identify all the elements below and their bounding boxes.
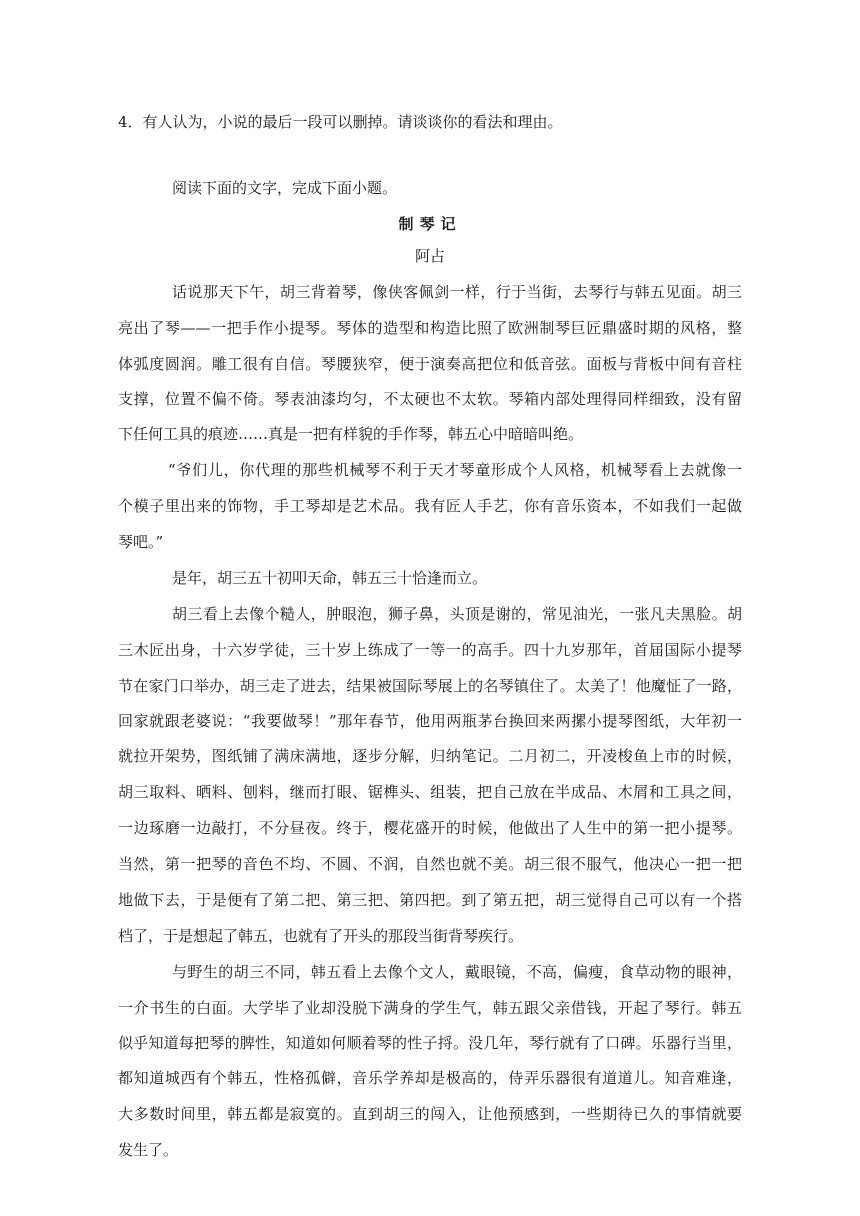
paragraph-1-line: 话说那天下午，胡三背着琴，像侠客佩剑一样，行于当街，去琴行与韩五见面。胡三 bbox=[172, 283, 742, 301]
paragraph-4-line: 就拉开架势，图纸铺了满床满地，逐步分解，归纳笔记。二月初二，开凌梭鱼上市的时候， bbox=[118, 747, 742, 765]
paragraph-5-line: 似乎知道每把琴的脾性，知道如何顺着琴的性子捋。没几年，琴行就有了口碑。乐器行当里， bbox=[118, 1034, 742, 1052]
paragraph-4-line: 地做下去，于是便有了第二把、第三把、第四把。到了第五把，胡三觉得自己可以有一个搭 bbox=[118, 891, 742, 909]
reading-instruction: 阅读下面的文字，完成下面小题。 bbox=[172, 179, 398, 197]
paragraph-2-line: 琴吧。” bbox=[118, 533, 164, 551]
paragraph-4-line: 胡三取料、晒料、刨料，继而打眼、锯榫头、组装，把自己放在半成品、木屑和工具之间， bbox=[118, 783, 742, 801]
paragraph-4-line: 当然，第一把琴的音色不均、不圆、不润，自然也就不美。胡三很不服气，他决心一把一把 bbox=[118, 855, 742, 873]
paragraph-4-line: 节在家门口举办，胡三走了进去，结果被国际琴展上的名琴镇住了。太美了！他魔怔了一路， bbox=[118, 677, 742, 695]
paragraph-4-line: 回家就跟老婆说：“我要做琴！”那年春节，他用两瓶茅台换回来两摞小提琴图纸，大年初一 bbox=[118, 712, 742, 730]
paragraph-4-line: 档了，于是想起了韩五，也就有了开头的那段当街背琴疾行。 bbox=[118, 927, 524, 945]
paragraph-4-line: 胡三看上去像个糙人，肿眼泡，狮子鼻，头顶是谢的，常见油光，一张凡夫黑脸。胡 bbox=[172, 605, 742, 623]
paragraph-2-line: 个模子里出来的饰物，手工琴却是艺术品。我有匠人手艺，你有音乐资本，不如我们一起做 bbox=[118, 497, 742, 515]
paragraph-3-line: 是年，胡三五十初叩天命，韩五三十恰逢而立。 bbox=[172, 569, 488, 587]
paragraph-2-line: “爷们儿，你代理的那些机械琴不利于天才琴童形成个人风格，机械琴看上去就像一 bbox=[168, 461, 742, 479]
paragraph-1-line: 亮出了琴——一把手作小提琴。琴体的造型和构造比照了欧洲制琴巨匠鼎盛时期的风格，整 bbox=[118, 319, 742, 337]
story-author: 阿占 bbox=[414, 247, 445, 265]
paragraph-1-line: 体弧度圆润。雕工很有自信。琴腰狭窄，便于演奏高把位和低音弦。面板与背板中间有音柱 bbox=[118, 355, 742, 373]
paragraph-5-line: 与野生的胡三不同，韩五看上去像个文人，戴眼镜，不高，偏瘦，食草动物的眼神， bbox=[172, 963, 742, 981]
paragraph-5-line: 一介书生的白面。大学毕了业却没脱下满身的学生气，韩五跟父亲借钱，开起了琴行。韩五 bbox=[118, 999, 742, 1017]
paragraph-5-line: 发生了。 bbox=[118, 1141, 179, 1159]
story-title: 制琴记 bbox=[398, 215, 462, 233]
paragraph-4-line: 三木匠出身，十六岁学徒，三十岁上练成了一等一的高手。四十九岁那年，首届国际小提琴 bbox=[118, 641, 742, 659]
paragraph-1-line: 下任何工具的痕迹……真是一把有样貌的手作琴，韩五心中暗暗叫绝。 bbox=[118, 425, 584, 443]
paragraph-5-line: 大多数时间里，韩五都是寂寞的。直到胡三的闯入，让他预感到，一些期待已久的事情就要 bbox=[118, 1105, 742, 1123]
paragraph-1-line: 支撑，位置不偏不倚。琴表油漆均匀，不太硬也不太软。琴箱内部处理得同样细致，没有留 bbox=[118, 390, 742, 408]
question-4: 4．有人认为，小说的最后一段可以删掉。请谈谈你的看法和理由。 bbox=[118, 113, 563, 131]
paragraph-5-line: 都知道城西有个韩五，性格孤僻，音乐学养却是极高的，侍弄乐器很有道道儿。知音难逢， bbox=[118, 1069, 742, 1087]
paragraph-4-line: 一边琢磨一边敲打，不分昼夜。终于，樱花盛开的时候，他做出了人生中的第一把小提琴。 bbox=[118, 819, 742, 837]
